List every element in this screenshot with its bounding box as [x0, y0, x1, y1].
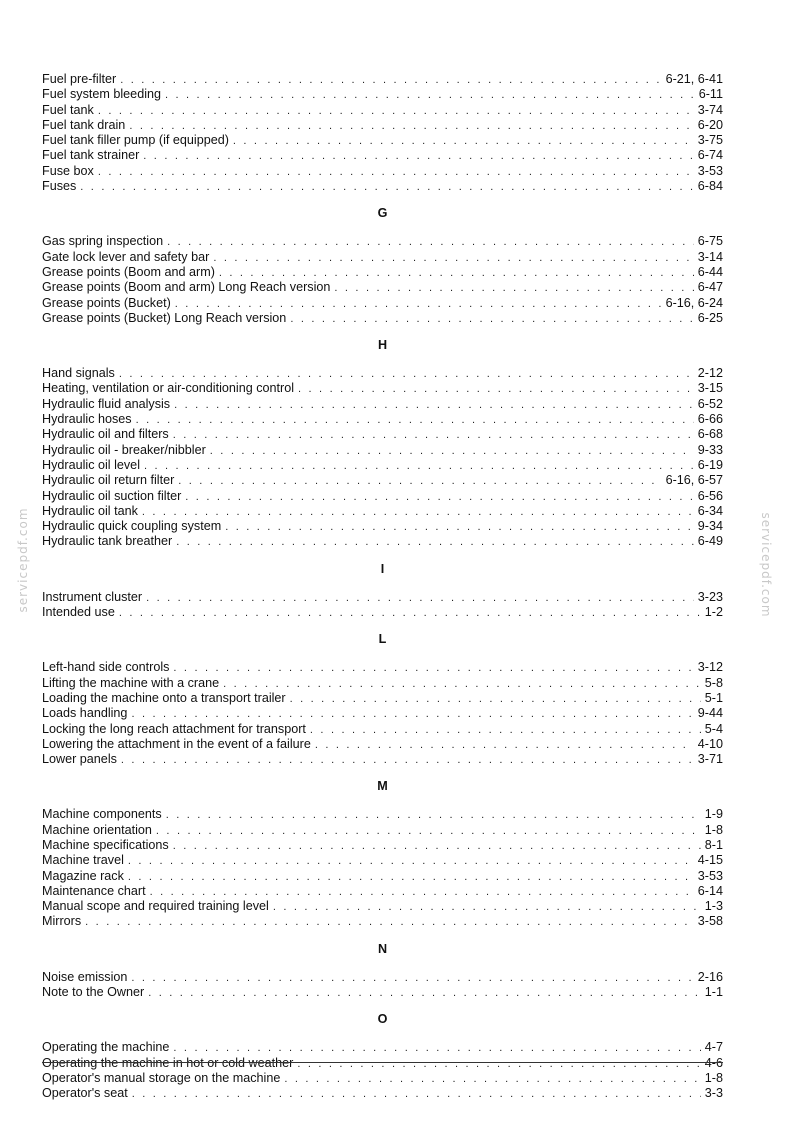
- entry-title: Fuel tank filler pump (if equipped): [42, 133, 229, 148]
- entry-page-ref[interactable]: 1-8: [704, 822, 723, 837]
- entry-title: Machine components: [42, 807, 162, 822]
- entry-page-ref[interactable]: 3-71: [697, 752, 723, 767]
- dot-leader: [173, 1040, 700, 1055]
- entry-title: Hydraulic hoses: [42, 412, 132, 427]
- index-entry[interactable]: [42, 605, 723, 620]
- entry-page-ref[interactable]: 4-7: [704, 1040, 723, 1055]
- dot-leader: [142, 504, 694, 519]
- dot-leader: [98, 103, 694, 118]
- dot-leader: [165, 87, 695, 102]
- entry-page-ref[interactable]: 6-21, 6-41: [665, 72, 723, 86]
- entry-title: Hydraulic oil - breaker/nibbler: [42, 442, 206, 457]
- dot-leader: [80, 179, 693, 194]
- index-section: [42, 942, 723, 1001]
- entry-page-ref[interactable]: 3-75: [697, 133, 723, 148]
- index-section: [42, 72, 723, 194]
- entry-page-ref[interactable]: 5-1: [704, 690, 723, 705]
- dot-leader: [131, 970, 693, 985]
- entry-page-ref[interactable]: 6-25: [697, 310, 723, 325]
- entry-page-ref[interactable]: 4-6: [704, 1055, 723, 1070]
- entry-page-ref[interactable]: 3-53: [697, 868, 723, 883]
- index-section: [42, 206, 723, 326]
- index-entry[interactable]: [42, 458, 723, 473]
- dot-leader: [156, 823, 701, 838]
- entry-page-ref[interactable]: 1-1: [704, 985, 723, 1000]
- entry-title: Hand signals: [42, 366, 115, 381]
- dot-leader: [85, 914, 694, 929]
- entry-title: Operating the machine in hot or cold weather: [42, 1055, 294, 1070]
- entry-title: Fuel tank: [42, 102, 94, 117]
- index-entry[interactable]: [42, 853, 723, 868]
- index-entry[interactable]: [42, 807, 723, 822]
- entry-page-ref[interactable]: 1-2: [704, 605, 723, 620]
- dot-leader: [173, 427, 694, 442]
- index-section: [42, 338, 723, 550]
- dot-leader: [173, 838, 701, 853]
- entry-page-ref[interactable]: 6-84: [697, 179, 723, 194]
- index-entry[interactable]: [42, 280, 723, 295]
- index-entry[interactable]: [42, 722, 723, 737]
- footer-rule: [42, 1062, 723, 1063]
- index-entry[interactable]: [42, 534, 723, 549]
- dot-leader: [120, 72, 661, 87]
- index-entry[interactable]: [42, 1071, 723, 1086]
- dot-leader: [284, 1071, 700, 1086]
- entry-page-ref[interactable]: 1-9: [704, 807, 723, 822]
- index-entry[interactable]: [42, 473, 723, 488]
- entry-title: Fuel tank strainer: [42, 148, 140, 163]
- index-entry[interactable]: [42, 427, 723, 442]
- dot-leader: [167, 234, 694, 249]
- index-entry[interactable]: [42, 250, 723, 265]
- section-letter: M: [377, 779, 388, 794]
- dot-leader: [315, 737, 694, 752]
- entry-title: Hydraulic oil suction filter: [42, 488, 182, 503]
- entry-title: Heating, ventilation or air-conditioning control: [42, 381, 295, 396]
- entry-page-ref[interactable]: 6-74: [697, 148, 723, 163]
- entry-title: Maintenance chart: [42, 883, 146, 898]
- index-entry[interactable]: [42, 737, 723, 752]
- index-entry[interactable]: [42, 504, 723, 519]
- section-letter: I: [380, 561, 385, 576]
- dot-leader: [176, 534, 694, 549]
- entry-title: Grease points (Boom and arm): [42, 264, 215, 279]
- entry-page-ref[interactable]: 3-12: [697, 660, 723, 675]
- entry-title: Loads handling: [42, 706, 128, 721]
- entry-title: Intended use: [42, 605, 115, 620]
- index-entry[interactable]: [42, 366, 723, 381]
- section-letter: L: [378, 632, 387, 647]
- dot-leader: [143, 148, 693, 163]
- entry-title: Fuses: [42, 179, 77, 194]
- entry-page-ref[interactable]: 6-11: [698, 87, 723, 102]
- watermark-left: servicepdf.com: [16, 507, 30, 613]
- entry-page-ref[interactable]: 6-19: [697, 457, 723, 472]
- dot-leader: [178, 473, 661, 488]
- entry-page-ref[interactable]: 6-66: [697, 412, 723, 427]
- dot-leader: [146, 590, 694, 605]
- entry-title: Hydraulic tank breather: [42, 534, 173, 549]
- entry-title: Left-hand side controls: [42, 660, 170, 675]
- dot-leader: [223, 676, 701, 691]
- dot-leader: [129, 118, 693, 133]
- section-letter: N: [377, 941, 388, 956]
- index-entry[interactable]: [42, 985, 723, 1000]
- index-entry[interactable]: [42, 443, 723, 458]
- entry-title: Fuel tank drain: [42, 117, 126, 132]
- dot-leader: [150, 884, 694, 899]
- entry-title: Operating the machine: [42, 1040, 170, 1055]
- index-entry[interactable]: [42, 412, 723, 427]
- entry-title: Manual scope and required training level: [42, 899, 269, 914]
- index-entry[interactable]: [42, 148, 723, 163]
- entry-title: Locking the long reach attachment for transport: [42, 721, 306, 736]
- entry-page-ref[interactable]: 3-15: [697, 381, 723, 396]
- dot-leader: [148, 985, 701, 1000]
- entry-title: Hydraulic oil level: [42, 457, 140, 472]
- entry-page-ref[interactable]: 4-15: [697, 853, 723, 868]
- entry-title: Lowering the attachment in the event of a failure: [42, 736, 311, 751]
- dot-leader: [210, 443, 694, 458]
- entry-page-ref[interactable]: 3-74: [697, 102, 723, 117]
- index-entry[interactable]: [42, 752, 723, 767]
- dot-leader: [310, 722, 701, 737]
- entry-title: Gate lock lever and safety bar: [42, 249, 210, 264]
- index-list: [42, 72, 723, 1102]
- dot-leader: [219, 265, 694, 280]
- dot-leader: [233, 133, 694, 148]
- index-entry[interactable]: [42, 676, 723, 691]
- index-entry[interactable]: [42, 706, 723, 721]
- index-entry[interactable]: [42, 884, 723, 899]
- entry-title: Noise emission: [42, 969, 128, 984]
- index-entry[interactable]: [42, 1086, 723, 1101]
- entry-title: Hydraulic quick coupling system: [42, 519, 222, 534]
- section-letter: G: [377, 206, 388, 221]
- index-entry[interactable]: [42, 869, 723, 884]
- entry-page-ref[interactable]: 2-16: [697, 969, 723, 984]
- entry-page-ref[interactable]: 6-49: [697, 534, 723, 549]
- entry-title: Gas spring inspection: [42, 234, 164, 249]
- section-letter: H: [377, 338, 388, 353]
- dot-leader: [273, 899, 701, 914]
- index-entry[interactable]: [42, 660, 723, 675]
- index-entry[interactable]: [42, 103, 723, 118]
- index-entry[interactable]: [42, 519, 723, 534]
- index-entry[interactable]: [42, 164, 723, 179]
- index-entry[interactable]: [42, 72, 723, 87]
- entry-page-ref[interactable]: 4-10: [697, 736, 723, 751]
- index-entry[interactable]: [42, 914, 723, 929]
- index-entry[interactable]: [42, 590, 723, 605]
- entry-page-ref[interactable]: 6-14: [697, 883, 723, 898]
- entry-title: Operator's manual storage on the machine: [42, 1070, 281, 1085]
- entry-title: Fuel system bleeding: [42, 87, 162, 102]
- entry-page-ref[interactable]: 6-47: [697, 280, 723, 295]
- entry-title: Hydraulic oil return filter: [42, 473, 175, 488]
- section-letter: O: [377, 1012, 388, 1027]
- dot-leader: [175, 296, 662, 311]
- entry-page-ref[interactable]: 6-16, 6-24: [665, 295, 723, 310]
- dot-leader: [166, 807, 701, 822]
- index-entry[interactable]: [42, 381, 723, 396]
- dot-leader: [119, 366, 694, 381]
- entry-page-ref[interactable]: 6-56: [697, 488, 723, 503]
- dot-leader: [185, 489, 693, 504]
- entry-page-ref[interactable]: 6-44: [697, 264, 723, 279]
- entry-title: Fuel pre-filter: [42, 72, 117, 86]
- index-entry[interactable]: [42, 823, 723, 838]
- dot-leader: [98, 164, 694, 179]
- entry-title: Hydraulic oil and filters: [42, 427, 169, 442]
- index-entry[interactable]: [42, 899, 723, 914]
- index-entry[interactable]: [42, 133, 723, 148]
- index-entry[interactable]: [42, 311, 723, 326]
- entry-page-ref[interactable]: 9-33: [697, 442, 723, 457]
- entry-title: Hydraulic fluid analysis: [42, 396, 171, 411]
- dot-leader: [136, 412, 694, 427]
- entry-page-ref[interactable]: 3-14: [697, 249, 723, 264]
- index-section: [42, 779, 723, 929]
- dot-leader: [290, 311, 693, 326]
- index-entry[interactable]: [42, 179, 723, 194]
- entry-title: Grease points (Bucket) Long Reach version: [42, 310, 287, 325]
- entry-page-ref[interactable]: 6-68: [697, 427, 723, 442]
- index-entry[interactable]: [42, 397, 723, 412]
- entry-title: Lifting the machine with a crane: [42, 675, 220, 690]
- entry-page-ref[interactable]: 3-3: [704, 1086, 723, 1101]
- dot-leader: [290, 691, 701, 706]
- index-entry[interactable]: [42, 234, 723, 249]
- dot-leader: [132, 1086, 701, 1101]
- dot-leader: [119, 605, 701, 620]
- entry-page-ref[interactable]: 9-34: [697, 519, 723, 534]
- entry-page-ref[interactable]: 5-8: [704, 675, 723, 690]
- entry-page-ref[interactable]: 6-34: [697, 503, 723, 518]
- entry-title: Machine specifications: [42, 837, 169, 852]
- dot-leader: [298, 381, 694, 396]
- index-entry[interactable]: [42, 296, 723, 311]
- dot-leader: [297, 1056, 700, 1071]
- entry-page-ref[interactable]: 1-3: [704, 899, 723, 914]
- entry-page-ref[interactable]: 6-16, 6-57: [665, 473, 723, 488]
- entry-title: Grease points (Boom and arm) Long Reach version: [42, 280, 331, 295]
- index-section: [42, 1012, 723, 1101]
- entry-title: Grease points (Bucket): [42, 295, 171, 310]
- index-entry[interactable]: [42, 265, 723, 280]
- index-entry[interactable]: [42, 691, 723, 706]
- dot-leader: [225, 519, 694, 534]
- entry-page-ref[interactable]: 9-44: [697, 706, 723, 721]
- index-section: [42, 632, 723, 767]
- entry-title: Loading the machine onto a transport trailer: [42, 690, 286, 705]
- index-entry[interactable]: [42, 970, 723, 985]
- entry-title: Instrument cluster: [42, 589, 143, 604]
- entry-title: Note to the Owner: [42, 985, 145, 1000]
- index-entry[interactable]: [42, 489, 723, 504]
- dot-leader: [213, 250, 693, 265]
- entry-title: Hydraulic oil tank: [42, 503, 138, 518]
- dot-leader: [121, 752, 694, 767]
- entry-title: Mirrors: [42, 914, 82, 929]
- entry-title: Machine travel: [42, 853, 124, 868]
- index-entry[interactable]: [42, 838, 723, 853]
- dot-leader: [173, 660, 693, 675]
- entry-page-ref[interactable]: 8-1: [704, 837, 723, 852]
- index-entry[interactable]: [42, 1040, 723, 1055]
- index-section: [42, 562, 723, 621]
- dot-leader: [174, 397, 694, 412]
- entry-page-ref[interactable]: 6-20: [697, 117, 723, 132]
- index-entry[interactable]: [42, 1056, 723, 1071]
- index-entry[interactable]: [42, 87, 723, 102]
- entry-title: Fuse box: [42, 163, 94, 178]
- entry-page-ref[interactable]: 6-75: [697, 234, 723, 249]
- dot-leader: [131, 706, 693, 721]
- index-entry[interactable]: [42, 118, 723, 133]
- entry-title: Operator's seat: [42, 1086, 128, 1101]
- dot-leader: [128, 853, 694, 868]
- dot-leader: [128, 869, 694, 884]
- entry-title: Magazine rack: [42, 868, 124, 883]
- entry-page-ref[interactable]: 3-53: [697, 163, 723, 178]
- entry-page-ref[interactable]: 3-23: [697, 589, 723, 604]
- dot-leader: [334, 280, 693, 295]
- entry-page-ref[interactable]: 2-12: [697, 366, 723, 381]
- dot-leader: [144, 458, 694, 473]
- entry-page-ref[interactable]: 3-58: [697, 914, 723, 929]
- entry-page-ref[interactable]: 6-52: [697, 396, 723, 411]
- entry-title: Lower panels: [42, 752, 117, 767]
- entry-page-ref[interactable]: 1-8: [704, 1070, 723, 1085]
- watermark-right: servicepdf.com: [759, 512, 773, 618]
- entry-title: Machine orientation: [42, 822, 152, 837]
- entry-page-ref[interactable]: 5-4: [704, 721, 723, 736]
